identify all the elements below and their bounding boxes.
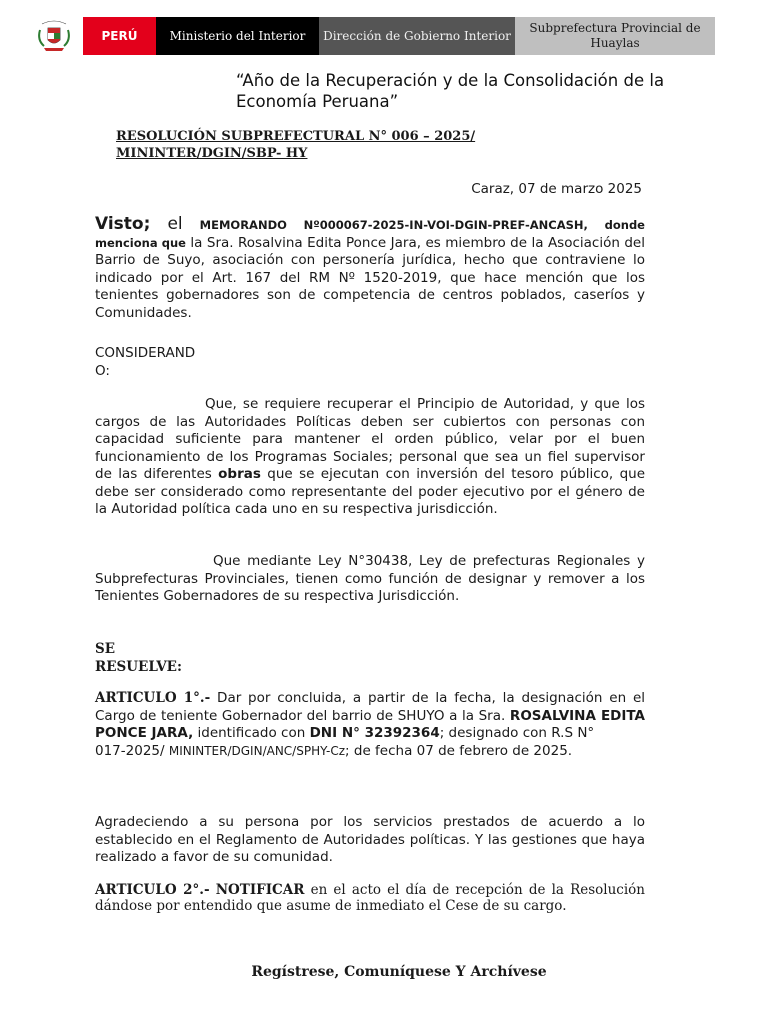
article-1-rs-number: 017-2025/ [95, 742, 165, 759]
letterhead [34, 16, 715, 56]
article-2-notify: NOTIFICAR [215, 882, 305, 898]
article-1-name: ROSALVINA EDITA PONCE JARA, [95, 707, 646, 741]
se-resuelve-line2: RESUELVE: [95, 658, 182, 675]
article-1-label: ARTICULO 1°.- [95, 690, 211, 706]
para2-text: Que mediante Ley N°30438, Ley de prefecturas Regionales y Subprefecturas Provinciales, tienen como función de designar y remover a los Tenientes Gobernadores de su respectiva Jurisdicción. [95, 553, 645, 604]
direction-label: Dirección de Gobierno Interior [319, 17, 515, 55]
ministry-label: Ministerio del Interior [156, 17, 319, 55]
visto-el: el [167, 214, 183, 234]
memo-reference: MEMORANDO Nº000067-2025-IN-VOI-DGIN-PREF-ANCASH, donde menciona que [95, 218, 645, 250]
article-1-text4: ; de fecha 07 de febrero de 2025. [345, 742, 573, 759]
considerando-paragraph-1 [95, 396, 645, 519]
peru-label: PERÚ [83, 17, 156, 55]
considerando-line1: CONSIDERAND [95, 345, 196, 361]
visto-label: Visto; [95, 214, 151, 234]
subprefecture-label: Subprefectura Provincial de Huaylas [515, 17, 715, 55]
closing-line: Regístrese, Comuníquese Y Archívese [251, 964, 547, 980]
resolution-title: RESOLUCIÓN SUBPREFECTURAL N° 006 – 2025/ MININTER/DGIN/SBP- HY [116, 129, 476, 161]
date-line: Caraz, 07 de marzo 2025 [471, 181, 642, 197]
article-1-dni: DNI N° 32392364 [309, 725, 440, 741]
se-resuelve-line1: SE [95, 641, 116, 657]
para1-after: que se ejecutan con inversión del tesoro público, que debe ser considerado como representante del poder ejecutivo por el género de la Autoridad política cada uno en su respectiva jurisdicción. [95, 466, 646, 517]
year-title: “Año de la Recuperación y de la Consolidación de la Economía Peruana” [236, 71, 665, 111]
article-2-text: en el acto el día de recepción de la Resolución dándose por entendido que asume de inmediato el Cese de su cargo. [95, 882, 646, 914]
thanks-paragraph: Agradeciendo a su persona por los servicios prestados de acuerdo a lo establecido en el Reglamento de Autoridades políticas. Y las gestiones que haya realizado a favor de su comunidad. [95, 814, 645, 865]
considerando-line2: O: [95, 362, 110, 379]
considerando-paragraph-2 [95, 553, 645, 606]
article-1-text2: identificado con [197, 725, 306, 741]
peru-coat-of-arms-icon [34, 16, 74, 56]
article-1-rs-code: MININTER/DGIN/ANC/SPHY-Cz [168, 743, 346, 758]
article-2-label: ARTICULO 2°.- [95, 882, 210, 898]
article-1-text1: Dar por concluida, a partir de la fecha, la designación en el Cargo de teniente Gobernador del barrio de SHUYO a la Sra. [95, 690, 645, 724]
para1-before: Que, se requiere recuperar el Principio de Autoridad, y que los cargos de las Autoridades Políticas deben ser cubiertos con personas con capacidad suficiente para mantener el orden público, velar por el buen funcionamiento de los Programas Sociales; personal que sea un fiel supervisor de las diferentes [95, 396, 645, 482]
article-2 [95, 882, 645, 914]
article-1 [95, 690, 645, 760]
visto-paragraph [95, 216, 645, 322]
se-resuelve-heading [95, 641, 645, 676]
article-1-text3: ; designado con R.S N° [439, 725, 595, 741]
para1-obras: obras [218, 466, 261, 482]
considerando-heading [95, 345, 645, 380]
visto-text: la Sra. Rosalvina Edita Ponce Jara, es miembro de la Asociación del Barrio de Suyo, asociación con personería jurídica, hecho que contraviene lo indicado por el Art. 167 del RM Nº 1520-2019, que hace mención que los tenientes gobernadores son de competencia de centros poblados, caseríos y Comunidades. [95, 234, 645, 321]
